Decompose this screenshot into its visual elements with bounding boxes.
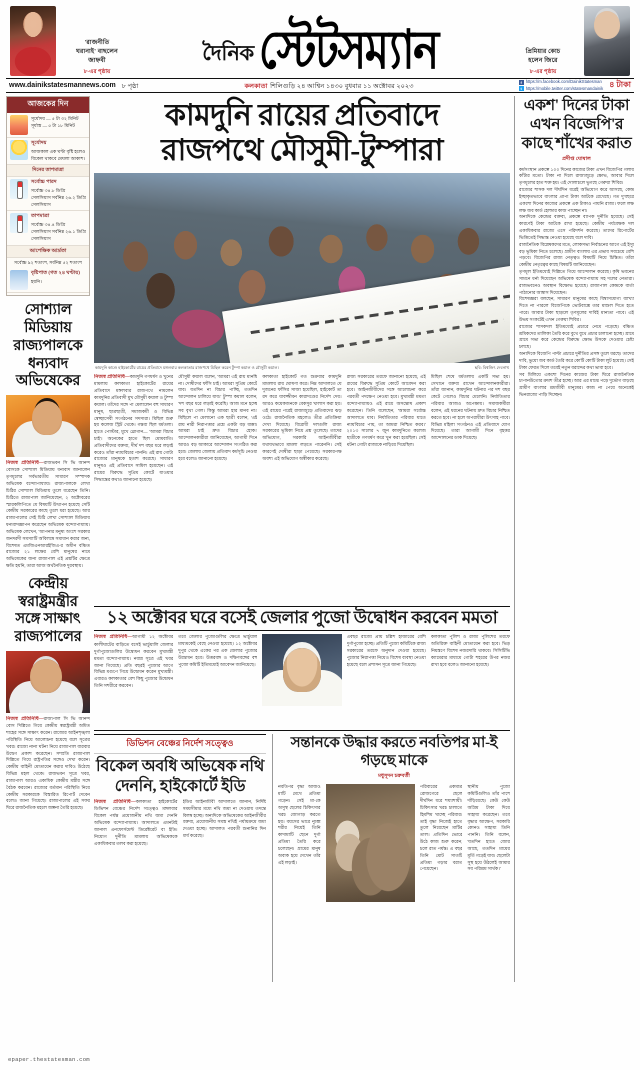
teaser-left-line1: 'রাজনীতি bbox=[84, 38, 110, 46]
left-story1-text: রাজভবন সি ভি আনন্দ বোসকে সোশ্যাল মিডিয়ায় ধন্যবাদ জানালেন তৃণমূলের সর্বভারতীয় সাধারণ সম্পাদক অভিষেক বন্দ্যোপাধ্যায়। রাজ্যপালকে লেখা চিঠির সোশ্যাল মিডিয়ায় তুলে ধরেছেন তিনি। চিঠিতে রাজ্যপাল জানিয়েছেন, ২ অক্টোবরের স্মারকলিপিতে যে বিষয়টি উত্থাপন হয়েছে সেটি কেন্দ্রীয় সরকারের কাছে তুলে ধরা হয়েছে। আর রাজ্যপালের সেই চিঠি লেখা সোশ্যাল মিডিয়ায় ধন্যবাদজ্ঞাপন করেছেন অভিষেক বন্দ্যোপাধ্যায়। অভিষেক লেখেন, 'আপনার মনুষ্য অংশে সরকার জনদরদী সমস্যাটি অবিলম্বে সমাধান করার জন্য, বিশেষত এমজিএনআরইজিএ-র অধীন বঞ্চিত রাজ্যের ২১ লক্ষের বেশি মানুষের নামে অভিষেকের জন্য রাজ্যপাল এই প্রশ্নটির ক্ষেত্রে ক্ষতি হয়নি, তারা আজ অর্থনৈতিক দুরবস্থায়। bbox=[6, 459, 90, 569]
weather-sunrise-text: সূর্যোদয় — ৫ টা ৩২ মিনিট সূর্যাস্ত — ৫ টা ১৮ মিনিট bbox=[31, 116, 79, 129]
weather-row-temp bbox=[7, 211, 89, 245]
twitter-link[interactable] bbox=[519, 86, 604, 92]
masthead-title: স্টেটসম্যান bbox=[258, 20, 438, 81]
dateline-text: শিলিগুড়ি ২৪ আশ্বিন ১৪৩০ বুধবার ১১ অক্টোবর ২০২৩ bbox=[270, 82, 414, 90]
abhishek-banerjee-photo bbox=[6, 395, 90, 457]
ed-col-1 bbox=[94, 799, 178, 982]
left-story1-body bbox=[6, 460, 90, 570]
left-story1-headline[interactable]: সোশ্যাল মিডিয়ায় রাজ্যপালকে ধন্যবাদ অভিষেকের bbox=[13, 302, 83, 390]
ed-col-1-text: কলকাতা হাইকোর্টের ডিভিশন বেঞ্চের নির্দেশ সত্ত্বেও মঙ্গলবার বিকেল পর্যন্ত প্রয়োজনীয় নথি জমা দেননি অভিষেক বন্দ্যোপাধ্যায়। আদালতে এমনটাই জানাল এনফোর্সমেন্ট ডিরেক্টরেট বা ইডি। নিয়োগ দুর্নীতি মামলায় অভিষেককে একাধিকবার তলব করা হয়েছে। bbox=[94, 798, 178, 846]
weather-max-text: সর্বোচ্চ ৩৪.৮ ডিগ্রি সেলসিয়াস সর্বনিম্ন ২৬.২ ডিগ্রি সেলসিয়াস bbox=[31, 188, 86, 208]
left-story2-text: রাজ্যপাল সি ভি আনন্দ বোস দিল্লিতে গিয়ে কেন্দ্রীয় স্বরাষ্ট্রমন্ত্রী অমিত শাহের সঙ্গে সাক্ষাৎ করেন। রাজ্যের আইনশৃঙ্খলা পরিস্থিতি নিয়ে আলোচনা হয়েছে বলে সূত্রের খবর। রাজ্যে নানা ঘটনা নিয়ে রাজ্যপাল বারবার উদ্বেগ প্রকাশ করেছেন। সম্প্রতি রাজ্যপাল দিল্লিতে গিয়ে রাষ্ট্রপতির সঙ্গেও দেখা করেন। কেন্দ্রীয় বাহিনী মোতায়েন করার দাবিও উঠেছে বিভিন্ন মহল থেকে। রাজভবন সূত্রে খবর, রাজ্যপাল আরও একাধিক কেন্দ্রীয় মন্ত্রীর সঙ্গে বৈঠক করবেন। রাজ্যের বর্তমান পরিস্থিতি নিয়ে কেন্দ্রীয় সরকারকে বিস্তারিত রিপোর্ট দেবেন বলেও জানা গিয়েছে। রাজ্যপালের এই সফর ঘিরে রাজনৈতিক মহলে জল্পনা তৈরি হয়েছে। bbox=[6, 715, 90, 811]
lead-col-2: মৌসুমী কয়াল বলেন, 'আমরা এই রায় মানছি না। দোষীদের ফাঁসি চাই। আমরা সুপ্রিম কোর্টে যাব। যতদিন না বিচার পাচ্ছি, ততদিন আন্দোলন চালিয়ে যাব।' টুম্পা কয়াল বলেন, 'দশ বছর ধরে লড়াই করেছি। আজ মনে হচ্ছে সব বৃথা গেল। কিন্তু আমরা হার মানব না।' মিছিলে পা মেলানো এক ছাত্রী বলেন, 'এই রায় নারী নিরাপত্তার প্রশ্নে একটা বড় ধাক্কা। আমরা চাই দ্রুত বিচার হোক।' আন্দোলনকারীরা জানিয়েছেন, আগামী দিনে আরও বড় আকারে আন্দোলন সংগঠিত করা হবে। জেলায় জেলায় প্রতিবাদ কর্মসূচি নেওয়া হবে বলেও জানানো হয়েছে। bbox=[178, 373, 258, 461]
city-label: কলকাতা bbox=[244, 82, 268, 90]
teaser-right-page-ref: ৮-এর পৃষ্ঠায় bbox=[529, 68, 557, 75]
rain-block bbox=[31, 270, 86, 285]
right-story-byline: প্রদীপ্ত ঘোষাল bbox=[562, 155, 591, 162]
left-story1-byline: নিজস্ব প্রতিনিধি— bbox=[6, 460, 44, 466]
weather-sun-text: আজকাল এক ঘণ্টা বৃষ্টি হলেও বিকেল থাকবে মেঘলা আকাশ। bbox=[31, 148, 86, 161]
lead-col-3: কলকাতা হাইকোর্ট গত শুক্রবার কামদুনি মামলায় রায় ঘোষণা করে। নিম্ন আদালতে যে দুজনের ফাঁসির সাজা হয়েছিল, হাইকোর্ট তা রদ করে যাবজ্জীবন কারাদণ্ডের নির্দেশ দেয়। আরও কয়েকজনকে বেকসুর খালাস করা হয়। এই রায়ের পরেই রাজ্যজুড়ে প্রতিবাদের ঝড় ওঠে। রাজনৈতিক মহলেও তীব্র প্রতিক্রিয়া দেখা দিয়েছে। বিরোধী দলগুলি রাজ্য সরকারের ভূমিকা নিয়ে প্রশ্ন তুলেছে। তাদের অভিযোগ, সরকারি আইনজীবীরা যথাযথভাবে মামলা লড়তে পারেননি। সেই কারণেই দোষীরা ছাড়া পেয়েছে। সরকারপক্ষ অবশ্য এই অভিযোগ অস্বীকার করেছে। bbox=[262, 373, 342, 461]
ed-story bbox=[94, 734, 266, 982]
left-story2-byline: নিজস্ব প্রতিনিধি— bbox=[6, 716, 44, 722]
dateline bbox=[144, 80, 512, 92]
rain-label: বৃষ্টিপাত (গত ২৪ ঘণ্টায়) bbox=[31, 270, 80, 277]
teaser-right-text bbox=[505, 47, 581, 76]
potter-byline: মধুসূদন চক্রবর্তী bbox=[378, 773, 410, 780]
twitter-url: https://mobile.twitter.com/statesmandainik bbox=[525, 85, 604, 91]
lead-headline[interactable] bbox=[94, 96, 510, 173]
potter-story-headline[interactable]: সন্তানকে উদ্ধার করতে নবতিপর মা-ই গড়ছে মাকে bbox=[290, 735, 498, 770]
elderly-potter-making-idol-photo bbox=[326, 784, 415, 902]
rain-cloud-icon bbox=[10, 270, 28, 290]
weather-header: আজকের দিন bbox=[7, 97, 89, 113]
right-p-5: তৃণমূল ইতিমধ্যেই দিল্লিতে গিয়ে আন্দোলন করেছে। কৃষি ভবনের সামনে ধর্না দিয়েছেন অভিষেক বন্দ্যোপাধ্যায় সহ দলের নেতারা। রাজভবনেও অবস্থান বিক্ষোভ হয়েছে। রাজ্যপাল কেন্দ্রকে বার্তা পাঠানোর আশ্বাস দিয়েছেন। bbox=[519, 269, 634, 295]
bottom-stories bbox=[94, 734, 510, 982]
weather-row-sunrise bbox=[7, 113, 89, 138]
lead-byline: নিজস্ব প্রতিনিধি— bbox=[94, 374, 130, 380]
ed-story-columns bbox=[94, 799, 266, 982]
right-p-3: অন্যদিকে কেন্দ্রের বক্তব্য, প্রকল্পে ব্যাপক দুর্নীতি হয়েছে। সেই কারণেই টাকা আটকে রাখা হয়েছে। কেন্দ্রীয় পর্যবেক্ষক দল একাধিকবার রাজ্যে এসে পরিদর্শন করেছে। তাদের রিপোর্টের ভিত্তিতেই সিদ্ধান্ত নেওয়া হয়েছে বলে দাবি। bbox=[519, 214, 634, 240]
page-count: ৮ পৃষ্ঠা bbox=[121, 82, 139, 90]
right-p-7: রাজ্যের শাসকদল ইতিমধ্যেই প্রচারে নেমে পড়েছে। বঞ্চিত শ্রমিকদের তালিকা তৈরি করে বুথে বুথে প্রচার চালানো হচ্ছে। গ্রামে গ্রামে সভা করে কেন্দ্রের বিরুদ্ধে ক্ষোভ উসকে দেওয়ার চেষ্টা চলছে। bbox=[519, 323, 634, 350]
weather-sun-block bbox=[31, 140, 86, 162]
mamata-banerjee-photo bbox=[262, 634, 341, 706]
facebook-url: https://m.facebook.com/DainikStatesman bbox=[525, 79, 602, 85]
right-story-headline[interactable]: একশ' দিনের টাকা এখন বিজেপি'র কাছে শাঁখের করাত bbox=[521, 97, 632, 153]
coach-photo bbox=[584, 6, 630, 76]
cover-price: ৪ টাকা bbox=[609, 80, 631, 89]
body-grid bbox=[6, 96, 634, 982]
lead-photo-caption bbox=[94, 365, 510, 374]
teaser-left-page-ref: ৮-এর পৃষ্ঠায় bbox=[83, 68, 111, 75]
kamduni-protest-march-photo bbox=[94, 173, 510, 363]
middle-column bbox=[94, 96, 510, 982]
potter-story-columns bbox=[278, 784, 510, 982]
right-p-4: রাজনৈতিক বিশ্লেষকদের মতে, লোকসভা নির্বাচনের আগে এই ইস্যু বড় ভূমিকা নিতে চলেছে। গ্রামীণ বাংলায় এর প্রভাব সবচেয়ে বেশি পড়বে। বিজেপির রাজ্য নেতৃত্বও বিষয়টি নিয়ে চিন্তিত। তাঁরা কেন্দ্রীয় নেতৃত্বের কাছে বিষয়টি জানিয়েছেন। bbox=[519, 241, 634, 268]
ed-story-kicker: ডিভিশন বেঞ্চের নির্দেশ সত্ত্বেও bbox=[94, 734, 266, 754]
weather-row-rain bbox=[7, 268, 89, 293]
epaper-footer: epaper.thestatesman.com bbox=[8, 1056, 90, 1063]
weather-row-max bbox=[7, 177, 89, 211]
weather-max-title: সর্বোচ্চ পারদ bbox=[31, 179, 57, 186]
mamata-col-3: এবছর রাজ্যে প্রায় চল্লিশ হাজারের বেশি দুর্গাপুজো হচ্ছে। প্রতিটি পুজো কমিটিকে রাজ্য সরকারের তরফে অনুদান দেওয়া হয়েছে। পুজোর নিরাপত্তা নিয়েও বিশেষ ব্যবস্থা নেওয়া হয়েছে বলে প্রশাসন সূত্রে জানা গিয়েছে। bbox=[346, 634, 426, 667]
humidity-value: সর্বোচ্চ ৯২ শতাংশ, সর্বনিম্ন ৫২ শতাংশ bbox=[14, 259, 82, 265]
right-p-1: কর্মসংস্থান প্রকল্পে ১০০ দিনের কাজের টাকা এখন বিজেপির গলায় কাঁটার মতো। টাকা না দিলে রাজ্যজুড়ে ক্ষোভ, আবার দিলে তৃণমূলের হাত শক্ত হয়। এই দোলাচলে ভুগছে গেরুয়া শিবির। bbox=[519, 166, 634, 186]
lead-headline-line1: কামদুনি রায়ের প্রতিবাদে bbox=[165, 99, 439, 132]
mamata-body-columns bbox=[94, 634, 510, 726]
jahnvi-photo bbox=[10, 6, 56, 76]
weather-temp-header: দিনের তাপমাত্রা bbox=[7, 165, 89, 177]
right-p-2: রাজ্যের শাসক দল দীর্ঘদিন ধরেই অভিযোগ করে আসছে, কেন্দ্র ইচ্ছাকৃতভাবে বাংলার প্রাপ্য টাকা আটকে রেখেছে। গত দু'বছরে একশো দিনের কাজের প্রকল্পে এক টাকাও পায়নি রাজ্য। ফলে লক্ষ লক্ষ জব কার্ড হোল্ডার কাজ পাচ্ছেন না। bbox=[519, 187, 634, 213]
caption-text: কামদুনি কাণ্ডে হাইকোর্টের রায়ের প্রতিবাদে মঙ্গলবার কলকাতার রাজপথে মিছিল করেন টুম্পা কয়াল ও মৌসুমী কয়াল। bbox=[95, 364, 279, 370]
ed-story-headline[interactable]: বিকেল অবধি অভিষেক নথি দেননি, হাইকোর্টে ইডি bbox=[95, 758, 265, 795]
weather-temp-text: সর্বোচ্চ ৩৪.৪ ডিগ্রি সেলসিয়াস সর্বনিম্ন ২৬.১ ডিগ্রি সেলসিয়াস bbox=[31, 222, 86, 242]
potter-col-1: নবতিপর বৃদ্ধা আজও মাটি মেখে প্রতিমা গড়েন। সেই মা-কে অসুস্থ ছেলের চিকিৎসার খরচ জোগাড় করতে হয়। বয়সের ভারে ন্যুব্জ শরীর নিয়েই তিনি কাদামাটি ছেনে দুর্গা প্রতিমা তৈরি করে চলেছেন। গ্রামের মানুষ অবাক হয়ে দেখেন তাঁর এই লড়াই। bbox=[278, 784, 321, 865]
divider-below-mamata bbox=[94, 730, 510, 731]
mamata-byline: নিজস্ব প্রতিনিধি— bbox=[94, 635, 133, 641]
governor-photo bbox=[6, 651, 90, 713]
top-teaser-strip bbox=[6, 4, 634, 81]
social-links bbox=[519, 79, 604, 92]
weather-widget bbox=[6, 96, 90, 296]
mamata-photo-wrap bbox=[262, 634, 341, 726]
lead-body-columns bbox=[94, 374, 510, 602]
weather-max-block bbox=[31, 179, 86, 208]
left-story2-headline[interactable]: কেন্দ্রীয় স্বরাষ্ট্রমন্ত্রীর সঙ্গে সাক্ষাৎ রাজ্যপালের bbox=[14, 575, 82, 645]
ed-col-2: ইডির আইনজীবী আদালতে জানান, নির্দিষ্ট সময়সীমার মধ্যে নথি জমা না দেওয়ায় তদন্তে বিলম্ব হচ্ছে। অন্যদিকে অভিষেকের আইনজীবীর বক্তব্য, প্রয়োজনীয় সমস্ত নথিই পর্যায়ক্রমে জমা দেওয়া হচ্ছে। আদালত পরবর্তী শুনানির দিন ধার্য করেছে। bbox=[182, 798, 266, 838]
potter-story bbox=[272, 734, 510, 982]
rain-value: হয়নি। bbox=[31, 279, 42, 285]
info-bar bbox=[6, 78, 634, 93]
thermometer-icon-2 bbox=[10, 213, 28, 233]
humidity-label: আপেক্ষিক আর্দ্রতা bbox=[7, 246, 89, 258]
teaser-right-line1: প্রিমিয়ার কোচ bbox=[525, 48, 561, 56]
teaser-right[interactable] bbox=[502, 6, 630, 76]
right-p-8: অন্যদিকে বিজেপি পাল্টা প্রচারে দুর্নীতির প্রসঙ্গ তুলে ধরছে। তাদের দাবি, ভুয়ো জব কার্ড তৈরি করে কোটি কোটি টাকা লুট হয়েছে। সেই টাকা ফেরত দিলে তবেই নতুন বরাদ্দের কথা ভাবা হবে। bbox=[519, 351, 634, 370]
potter-col-3: স্থানীয় পুজো কমিটিগুলিও তাঁর পাশে দাঁড়িয়েছে। কেউ কেউ অগ্রিম টাকা দিয়ে সাহায্য করেছেন। তবে বৃদ্ধার আক্ষেপ, সরকারি কোনও সাহায্য তিনি পাননি। তিনি বলেন, 'যতদিন হাতে জোর আছে, ততদিন মায়ের মূর্তি গড়েই যাব। ছেলেটা সুস্থ হয়ে উঠলেই আমার সব পরিশ্রম সার্থক।' bbox=[467, 784, 510, 872]
lead-col-4: রাজ্য সরকারের তরফে জানানো হয়েছে, এই রায়ের বিরুদ্ধে সুপ্রিম কোর্টে আবেদন করা হবে। আইনজীবীদের সঙ্গে আলোচনা করে পরবর্তী পদক্ষেপ নেওয়া হবে। মুখ্যমন্ত্রী মমতা বন্দ্যোপাধ্যায়ও এই রায়ে অসন্তোষ প্রকাশ করেছেন। তিনি বলেছেন, 'আমরা সর্বোচ্চ আদালতে যাব। নির্যাতিতার পরিবার যাতে ন্যায়বিচার পায়, তা আমরা নিশ্চিত করব।' ২০১৩ সালের ৭ জুন কামদুনিতে কলেজ ছাত্রীকে গণধর্ষণ করে খুন করা হয়েছিল। সেই ঘটনা গোটা রাজ্যকে নাড়িয়ে দিয়েছিল। bbox=[346, 373, 426, 448]
potter-col-2: পরিবারের একমাত্র রোজগেরে ছেলে দীর্ঘদিন ধরে শয্যাশায়ী। চিকিৎসার খরচ চালাতে হিমশিম খাচ্ছে পরিবার। তাই বৃদ্ধা নিজেই হাতে তুলে নিয়েছেন মাটির তাল। প্রতিদিন ভোরে উঠে কাজ শুরু করেন, চলে রাত পর্যন্ত। এ বছর তিনি মোট সাতটি প্রতিমা গড়ার বরাত পেয়েছেন। bbox=[419, 784, 463, 872]
mamata-col-2: তবে জেলার পুজোগুলির ক্ষেত্রে ভার্চুয়াল মাধ্যমকেই বেছে নেওয়া হয়েছে। ১২ অক্টোবর দুপুর থেকে একের পর এক জেলার পুজোর উদ্বোধন হবে। উত্তরবঙ্গ ও দক্ষিণবঙ্গের বহু পুজো কমিটি ইতিমধ্যেই আবেদন জানিয়েছে। bbox=[178, 634, 258, 667]
sunrise-icon bbox=[10, 115, 28, 135]
left-column bbox=[6, 96, 90, 982]
facebook-icon: f bbox=[520, 79, 522, 85]
thermometer-icon bbox=[10, 179, 28, 199]
masthead bbox=[142, 20, 498, 81]
lead-headline-line2: রাজপথে মৌসুমী-টুম্পারা bbox=[161, 134, 443, 168]
weather-row-sun bbox=[7, 138, 89, 165]
caption-credit: ছবি: বিশ্বজিৎ দেবনাথ bbox=[474, 364, 509, 370]
weather-temp-block bbox=[31, 213, 86, 242]
mamata-band-headline[interactable]: ১২ অক্টোবর ঘরে বসেই জেলার পুজো উদ্বোধন করবেন মমতা bbox=[94, 606, 510, 632]
teaser-left-text bbox=[59, 38, 135, 76]
teaser-left[interactable] bbox=[10, 6, 138, 76]
right-column bbox=[514, 96, 634, 982]
potter-photo-wrap bbox=[326, 784, 415, 982]
lead-col-1-text: কামদুনি গণধর্ষণ ও খুনের মামলায় কলকাতা হাইকোর্টের রায়ের প্রতিবাদে মঙ্গলবার রাজপথে নামলেন কামদুনির প্রতিবাদী মুখ মৌসুমী কয়াল ও টুম্পা কয়াল। তাঁদের সঙ্গে পা মেলালেন বহু সাধারণ মানুষ, ছাত্রছাত্রী, সমাজকর্মী ও বিভিন্ন স্বেচ্ছাসেবী সংগঠনের সদস্যরা। মিছিল শুরু হয় কলেজ স্ট্রিট থেকে। গন্তব্য ছিল ধর্মতলা। হাতে পোস্টার, মুখে স্লোগান— 'আমরা বিচার চাই'। অনেকের হাতে ছিল মোমবাতি। প্রতিবাদীদের বক্তব্য, দীর্ঘ দশ বছর ধরে লড়াই করেও তাঁরা ন্যায়বিচার পাননি। এই রায় গোটা রাজ্যের মানুষকে হতাশ করেছে। সাধারণ মানুষও এই প্রতিবাদে সামিল হয়েছেন। এই রায়ের বিরুদ্ধে সুপ্রিম কোর্টে যাওয়ার সিদ্ধান্তের কথাও জানানো হয়েছে। bbox=[94, 373, 174, 482]
teaser-left-line2: ঘরানাই' বাছলেন bbox=[76, 48, 118, 56]
right-p-9: সব মিলিয়ে একশো দিনের কাজের টাকা ঘিরে রাজনৈতিক চাপানউতোর ক্রমশ তীব্র হচ্ছে। আর এর মাঝে পড়ে দুর্ভোগ বাড়ছে গ্রামীণ বাংলার শ্রমজীবী মানুষের। কাজ না পেয়ে অনেকেই ভিনরাজ্যে পাড়ি দিচ্ছেন। bbox=[519, 371, 634, 397]
mamata-col-4: কলকাতা পুলিশ ও রাজ্য পুলিশের তরফে অতিরিক্ত বাহিনী মোতায়েন করা হবে। ভিড় নিয়ন্ত্রণে বিশেষ নজরদারি থাকবে। সিসিটিভি ক্যামেরার মাধ্যমে গোটা শহরের উপর নজর রাখা হবে বলেও জানানো হয়েছে। bbox=[430, 634, 510, 667]
teaser-left-line3: জাহ্নবী bbox=[88, 57, 106, 65]
lead-col-5: মিছিল শেষে ধর্মতলায় একটি সভা হয়। সেখানে বক্তব্য রাখেন আন্দোলনকারীরা। তাঁরা জানান, কামদুনির ঘটনার পর দশ বছর কেটে গেলেও বিচার মেলেনি। নির্যাতিতার পরিবার আজও অপেক্ষায়। সমাজকর্মীরা বলেন, এই ধরনের ঘটনায় দ্রুত বিচার নিশ্চিত করতে হবে। না হলে অপরাধীরা উৎসাহ পাবে। বিভিন্ন মহিলা সংগঠনও এই প্রতিবাদে যোগ দিয়েছে। তারা আগামী দিনে বৃহত্তর আন্দোলনের ডাক দিয়েছে। bbox=[430, 373, 510, 441]
weather-temp-title: তাপমাত্রা bbox=[31, 213, 50, 220]
left-story2-body bbox=[6, 716, 90, 812]
twitter-icon: t bbox=[520, 86, 522, 92]
ed-byline: নিজস্ব প্রতিনিধি— bbox=[94, 799, 136, 805]
mamata-col-1-text: আগামী ১২ অক্টোবর কালীঘাটের বাড়িতে বসেই ভার্চুয়ালি জেলার দুর্গাপুজোগুলির উদ্বোধন করবেন মুখ্যমন্ত্রী মমতা বন্দ্যোপাধ্যায়। নবান্ন সূত্রে এই খবর জানা গিয়েছে। প্রতি বছরই পুজোর আগে বিভিন্ন মণ্ডপে গিয়ে উদ্বোধন করেন মুখ্যমন্ত্রী। এবারও কলকাতার বেশ কিছু পুজোর উদ্বোধন তিনি সশরীরে করবেন। bbox=[94, 634, 174, 689]
masthead-prefix: দৈনিক bbox=[202, 41, 254, 65]
right-p-6: বিশেষজ্ঞরা বলছেন, সাধারণ মানুষের কাছে বিশ্বাসযোগ্য ব্যাখ্যা দিতে না পারলে বিজেপিকে ভোটবাক্সে তার মাশুল দিতে হতে পারে। আবার টাকা ছাড়লে তৃণমূলের দাবিই মান্যতা পাবে। এই উভয় সংকটেই এখন গেরুয়া শিবির। bbox=[519, 296, 634, 322]
mamata-col-1 bbox=[94, 634, 173, 726]
teaser-right-line2: হলেন জিরে bbox=[528, 57, 558, 65]
website-url[interactable]: www.dainikstatesmannews.com bbox=[9, 82, 116, 89]
sun-icon bbox=[10, 140, 28, 160]
lead-col-1 bbox=[94, 374, 173, 602]
weather-sun-title: সূর্যোদয় bbox=[31, 140, 47, 146]
